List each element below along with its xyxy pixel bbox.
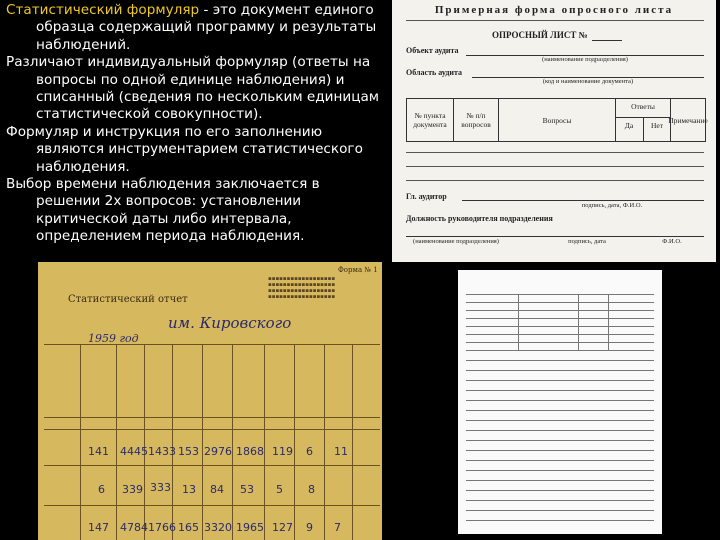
divider [232,345,233,540]
unit-caption: (наименование подразделения) [413,238,499,245]
divider [352,345,353,540]
divider [578,294,579,350]
sheet-number: ОПРОСНЫЙ ЛИСТ № [492,30,588,40]
col-answers: Ответы [616,99,671,141]
col-yes: Да [624,121,634,130]
col-number: № п/п вопросов [454,99,499,141]
divider [466,460,654,461]
report-table [44,344,380,540]
divider [466,490,654,491]
head-label: Должность руководителя подразделения [406,214,553,223]
cell: 165 [178,521,199,534]
term-highlight: Статистический формуляр [6,2,200,18]
divider [518,294,519,350]
cell: 1965 [236,521,264,534]
divider [466,410,654,411]
divider [466,294,654,295]
divider [466,360,654,361]
cell: 3320 [204,521,232,534]
divider [466,510,654,511]
auditor-signature-caption: подпись, дата, Ф.И.О. [581,202,643,209]
cell: 1433 [148,445,176,458]
divider [406,152,704,153]
cell: 153 [178,445,199,458]
cell: 53 [240,483,254,496]
divider [466,430,654,431]
divider [466,500,654,501]
object-label: Объект аудита [406,46,459,55]
divider [466,520,654,521]
cell: 1766 [148,521,176,534]
divider [466,302,654,303]
cell: 2976 [204,445,232,458]
cell: 6 [306,445,313,458]
col-no-answer: Нет [650,121,664,130]
divider [324,345,325,540]
divider [466,370,654,371]
divider [80,345,81,540]
cell: 13 [182,483,196,496]
cell: 5 [276,483,283,496]
paragraph-text: - это документ единого образца содержащий программу и результаты наблюдений. [36,2,377,53]
cell: 141 [88,445,109,458]
cell: 9 [306,521,313,534]
cell: 127 [272,521,293,534]
paragraph-definition [6,2,388,54]
form-title: Примерная форма опросного листа [434,4,674,16]
divider [462,200,704,201]
divider [466,318,654,319]
divider [466,450,654,451]
divider [144,345,145,540]
fio-caption: Ф.И.О. [662,238,682,245]
paragraph-types [6,54,388,124]
slide-text [6,2,388,246]
divider [466,380,654,381]
divider [264,345,265,540]
col-item: № пункта документа [407,99,454,141]
paragraph-text: Формуляр и инструкция по его заполнению являются инструментарием статистического наблюдения. [6,123,363,175]
divider [592,40,622,41]
cell: 4784 [120,521,148,534]
sign-date-caption: подпись, дата [568,238,606,245]
area-caption: (код и наименование документа) [542,78,634,85]
divider [466,420,654,421]
cell: 1868 [236,445,264,458]
cell: 4445 [120,445,148,458]
paragraph-time [6,176,388,246]
divider [466,390,654,391]
form-number: Форма № 1 [338,266,378,274]
paragraph-text: Различают индивидуальный формуляр (ответы на вопросы по одной единице наблюдения) и списанный (сведения по нескольким единицам статистической совокупности). [6,54,380,123]
divider [294,345,295,540]
cell: 7 [334,521,341,534]
cell: 333 [150,481,171,494]
report-title: Статистический отчет [68,294,188,305]
approval-note: ▪▪▪▪▪▪▪▪▪▪▪▪▪▪▪▪▪▪ ▪▪▪▪▪▪▪▪▪▪▪▪▪▪▪▪▪▪ ▪▪▪▪▪▪▪▪▪▪▪▪▪▪▪▪▪▪ ▪▪▪▪▪▪▪▪▪▪▪▪▪▪▪▪▪▪ [268,276,336,300]
cell: 147 [88,521,109,534]
col-questions: Вопросы [499,99,616,141]
col-note: Примечание [668,115,708,125]
divider [466,350,654,351]
divider [466,310,654,311]
divider [466,334,654,335]
divider [44,505,380,506]
cell: 339 [122,483,143,496]
divider [406,166,704,167]
object-caption: (наименование подразделения) [542,56,628,63]
cell: 119 [272,445,293,458]
cell: 8 [308,483,315,496]
divider [116,345,117,540]
divider [466,342,654,343]
divider [406,20,704,21]
paragraph-text: Выбор времени наблюдения заключается в решении 2х вопросов: установлении критической даты либо интервала, определением периода наблюдения. [6,176,320,245]
cell: 6 [98,483,105,496]
divider [202,345,203,540]
divider [44,429,380,430]
divider [44,465,380,466]
divider [172,345,173,540]
statistical-report-image [38,262,382,540]
auditor-label: Гл. аудитор [406,192,447,201]
area-label: Область аудита [406,68,462,77]
cell: 84 [210,483,224,496]
handwritten-name: им. Кировского [168,314,292,332]
questions-table [406,98,706,142]
divider [608,294,609,350]
divider [44,417,380,418]
paragraph-tools [6,124,388,176]
divider [466,480,654,481]
divider [466,326,654,327]
divider [466,470,654,471]
cell: 11 [334,445,348,458]
dense-form-image [458,270,662,534]
divider [466,400,654,401]
questionnaire-form-image [392,0,716,262]
divider [406,180,704,181]
divider [466,440,654,441]
divider [406,236,704,237]
handwritten-year: 1959 год [88,332,139,345]
